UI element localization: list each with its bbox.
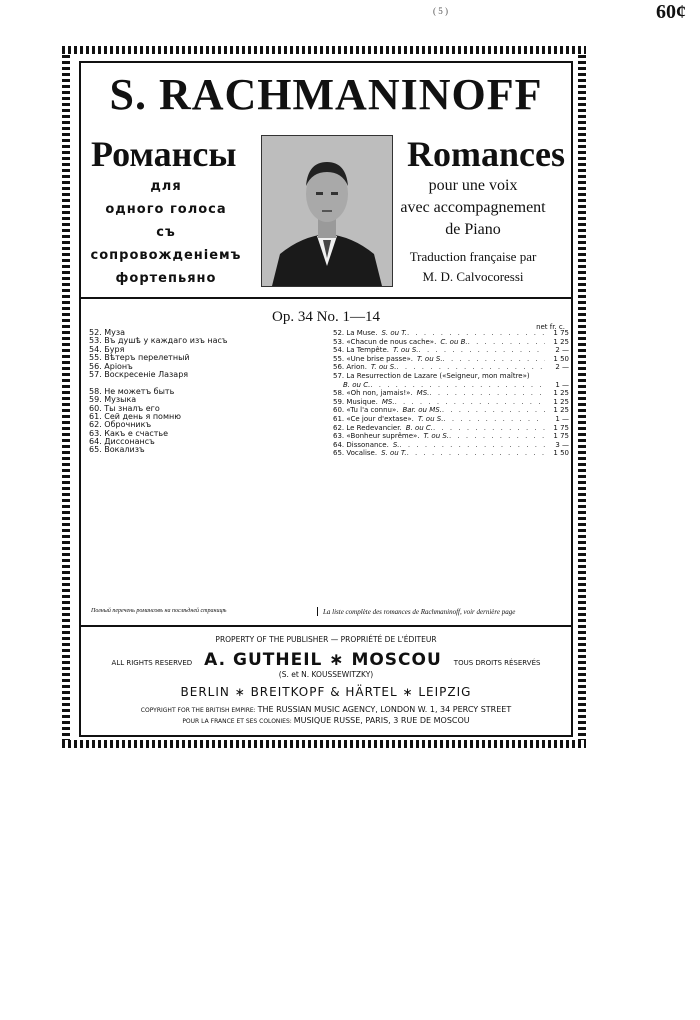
publisher-cities: BERLIN ∗ BREITKOPF & HÄRTEL ∗ LEIPZIG <box>180 685 472 699</box>
list-item <box>333 363 569 372</box>
list-item: 59. Музыка <box>89 395 137 405</box>
voice-type: S. ou T. <box>381 449 407 458</box>
list-item <box>333 415 569 424</box>
voice-type: S. ou T. <box>381 329 407 337</box>
list-item <box>333 441 569 450</box>
song-title: 63. «Bonheur suprême». <box>333 432 420 441</box>
voice-type: T. ou S. <box>417 414 444 423</box>
list-item: 58. Не можетъ быть <box>89 386 175 396</box>
price: 2 — <box>555 346 569 355</box>
song-title: 57. La Resurrection de Lazare («Seigneur, mon maître») <box>333 371 530 380</box>
portrait-image <box>262 136 392 286</box>
copyright-france <box>81 716 571 725</box>
subtitle-fr-line: pour une voix <box>428 177 518 194</box>
copyright-label: POUR LA FRANCE ET SES COLONIES: <box>182 718 292 725</box>
net-price-label: net fr. c. <box>536 323 565 331</box>
subtitle-ru-line: одного голоса <box>105 202 227 217</box>
price: 1 — <box>555 380 569 389</box>
price: 2 — <box>555 363 569 372</box>
translation-line: M. D. Calvocoressi <box>422 269 524 284</box>
price: 1 75 <box>553 329 569 337</box>
song-title: 59. Musique. <box>333 397 378 406</box>
song-title: 65. Vocalise. <box>333 449 378 458</box>
divider <box>81 297 571 299</box>
voice-type: B. ou C. <box>405 423 434 432</box>
list-item <box>333 398 569 407</box>
list-item: 63. Какъ е счастье <box>89 428 169 438</box>
list-item <box>333 432 569 441</box>
price: 1 75 <box>553 432 569 441</box>
list-item <box>333 338 569 347</box>
list-item <box>333 381 569 390</box>
song-title: 64. Dissonance. <box>333 440 389 449</box>
opus-number: Op. 34 No. 1—14 <box>272 309 380 325</box>
title-fr: Romances <box>407 134 565 174</box>
copyright-text: MUSIQUE RUSSE, PARIS, 3 RUE DE MOSCOU <box>293 716 470 725</box>
list-item <box>333 329 569 338</box>
voice-type: MS. <box>381 397 395 406</box>
subtitle-fr-line: de Piano <box>445 221 501 238</box>
song-list-ru <box>89 329 319 455</box>
song-title: 52. La Muse. <box>333 329 378 337</box>
list-item <box>333 346 569 355</box>
list-item: 60. Ты зналъ его <box>89 403 160 413</box>
list-item: 54. Буря <box>89 344 125 354</box>
list-item <box>333 406 569 415</box>
list-item: 65. Вокализъ <box>89 445 145 455</box>
price: 1 — <box>555 414 569 423</box>
title-ru: Романсы <box>91 134 237 174</box>
rights-right: TOUS DROITS RÉSERVÉS <box>453 659 541 667</box>
publisher-property: PROPERTY OF THE PUBLISHER — PROPRIÉTÉ DE L'ÉDITEUR <box>215 635 437 644</box>
subtitle-ru-line: съ <box>156 225 176 240</box>
subtitle-ru-line: для <box>150 179 182 194</box>
voice-type: C. ou B. <box>440 337 468 346</box>
list-item <box>333 355 569 364</box>
list-item: 61. Сей день я помню <box>89 411 181 421</box>
list-item: 62. Оброчникъ <box>89 420 152 430</box>
title-page-frame <box>79 61 573 737</box>
voice-type: T. ou S. <box>393 346 419 355</box>
divider <box>81 625 571 627</box>
song-title: 62. Le Redevancier. <box>333 423 402 432</box>
list-item: 56. Аріонъ <box>89 361 133 371</box>
rights-left: ALL RIGHTS RESERVED <box>111 659 193 667</box>
copyright-text: THE RUSSIAN MUSIC AGENCY, LONDON W. 1, 34 PERCY STREET <box>257 705 512 714</box>
subtitle-fr-line: avec accompagnement <box>400 199 546 216</box>
price-mark: 60¢ <box>656 1 686 23</box>
list-item: 53. Въ душѣ у каждаго изъ насъ <box>89 336 228 346</box>
list-item: 55. Вѣтеръ перелетный <box>89 353 190 363</box>
voice-type: B. ou C. <box>343 380 371 389</box>
list-item: 64. Диссонансъ <box>89 437 155 447</box>
publisher-name: A. GUTHEIL ∗ MOSCOU <box>204 650 442 670</box>
price: 1 25 <box>553 389 569 398</box>
voice-type: MS. <box>416 389 430 398</box>
voice-type: T. ou S. <box>423 432 450 441</box>
list-item <box>333 372 569 381</box>
price: 1 25 <box>553 397 569 406</box>
price: 1 50 <box>553 449 569 458</box>
copyright-british <box>81 705 571 714</box>
composer-portrait <box>261 135 393 287</box>
song-title: 56. Arion. <box>333 363 367 372</box>
list-item <box>333 449 569 458</box>
subtitle-ru-line: сопровожденіемъ <box>90 248 242 263</box>
divider <box>317 607 318 616</box>
price: 3 — <box>555 440 569 449</box>
footnote-fr: La liste complète des romances de Rachmaninoff, voir dernière page <box>323 608 516 616</box>
voice-type: S. <box>392 440 400 449</box>
price: 1 75 <box>553 423 569 432</box>
song-title: 58. «Oh non, jamais!». <box>333 389 413 398</box>
publisher-row <box>81 650 571 670</box>
list-item: 52. Муза <box>89 328 126 337</box>
price: 1 50 <box>553 354 569 363</box>
subtitle-ru-line: фортепьяно <box>115 271 217 286</box>
voice-type: T. ou S. <box>417 354 443 363</box>
list-item <box>333 389 569 398</box>
song-title: 61. «Ce jour d'extase». <box>333 414 414 423</box>
voice-type: Bar. ou MS. <box>402 406 442 415</box>
song-title: 55. «Une brise passe». <box>333 354 414 363</box>
footnote-ru: Полный перечень романсовъ на послѣдней страницѣ <box>91 608 227 614</box>
list-item <box>333 424 569 433</box>
song-title: 54. La Tempête. <box>333 346 390 355</box>
corner-mark: ( 5 ) <box>433 6 448 16</box>
composer-name: S. RACHMANINOFF <box>109 70 543 119</box>
song-list-fr <box>333 329 569 458</box>
list-item: 57. Воскресеніе Лазаря <box>89 369 189 379</box>
song-title: 60. «Tu l'a connu». <box>333 406 399 415</box>
copyright-label: COPYRIGHT FOR THE BRITISH EMPIRE: <box>140 707 256 714</box>
translation-line: Traduction française par <box>409 249 537 264</box>
price: 1 25 <box>553 337 569 346</box>
price: 1 25 <box>553 406 569 415</box>
song-title: 53. «Chacun de nous cache». <box>333 337 437 346</box>
voice-type: T. ou S. <box>370 363 397 372</box>
publisher-owners: (S. et N. KOUSSEWITZKY) <box>278 670 374 679</box>
